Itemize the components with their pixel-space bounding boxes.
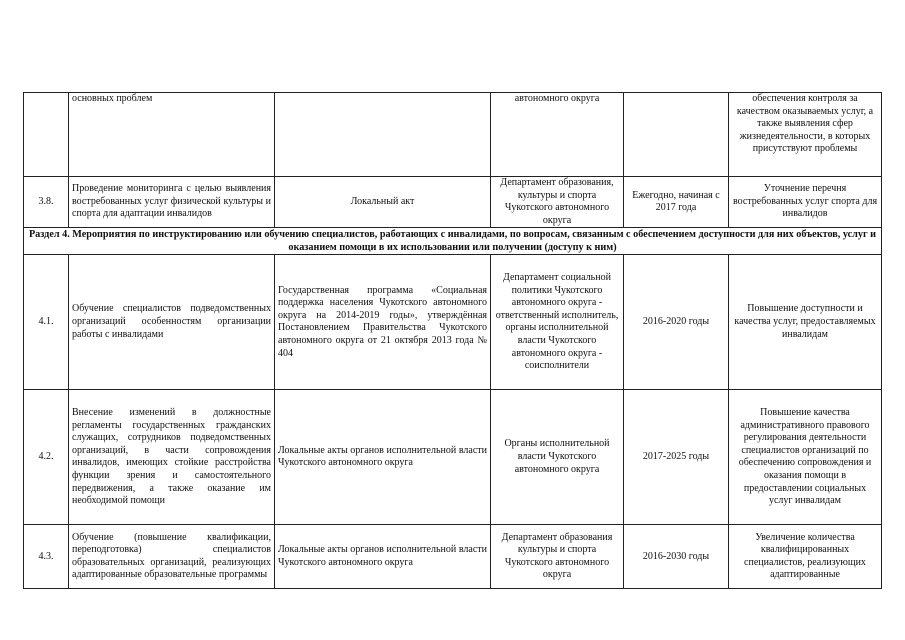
section-header-row — [24, 228, 882, 255]
measure-cell: основных проблем — [69, 93, 275, 177]
document-cell: Локальные акты органов исполнительной власти Чукотского автономного округа — [275, 390, 491, 525]
executor-cell: Департамент образования культуры и спорта Чукотского автономного округа — [491, 525, 624, 589]
document-cell: Государственная программа «Социальная поддержка населения Чукотского автономного округа на 2014-2019 годы», утверждённая Постановлением Правительства Чукотского автономного округа от 21 октября 2013 года № 404 — [275, 255, 491, 390]
executor-cell: автономного округа — [491, 93, 624, 177]
result-cell: Увеличение количества квалифицированных специалистов, реализующих адаптированные — [729, 525, 882, 589]
document-cell — [275, 93, 491, 177]
result-cell: обеспечения контроля за качеством оказываемых услуг, а также выявления сфер жизнедеятельности, в которых присутствуют проблемы — [729, 93, 882, 177]
measure-cell: Проведение мониторинга с целью выявления востребованных услуг физической культуры и спорта для адаптации инвалидов — [69, 177, 275, 228]
measure-cell: Обучение (повышение квалификации, переподготовка) специалистов образовательных организаций, реализующих адаптированные образовательные программы — [69, 525, 275, 589]
table-row — [24, 390, 882, 525]
executor-cell: Департамент образования, культуры и спорта Чукотского автономного округа — [491, 177, 624, 228]
period-cell: 2016-2020 годы — [624, 255, 729, 390]
period-cell: 2017-2025 годы — [624, 390, 729, 525]
row-number-cell: 4.1. — [24, 255, 69, 390]
row-number-cell: 4.2. — [24, 390, 69, 525]
period-cell: Ежегодно, начиная с 2017 года — [624, 177, 729, 228]
row-number-cell — [24, 93, 69, 177]
document-cell: Локальные акты органов исполнительной власти Чукотского автономного округа — [275, 525, 491, 589]
row-number-cell: 4.3. — [24, 525, 69, 589]
period-cell: 2016-2030 годы — [624, 525, 729, 589]
result-cell: Повышение качества административного правового регулирования деятельности специалистов организаций по обеспечению сопровождения и оказания помощи в предоставлении социальных услуг инвалидам — [729, 390, 882, 525]
table-row — [24, 177, 882, 228]
document-cell: Локальный акт — [275, 177, 491, 228]
table-row — [24, 525, 882, 589]
row-number-cell: 3.8. — [24, 177, 69, 228]
executor-cell: Департамент социальной политики Чукотского автономного округа - ответственный исполнитель, органы исполнительной власти Чукотского автономного округа - соисполнители — [491, 255, 624, 390]
measures-table — [23, 92, 882, 589]
table-row — [24, 93, 882, 177]
period-cell — [624, 93, 729, 177]
measure-cell: Обучение специалистов подведомственных организаций особенностям организации работы с инвалидами — [69, 255, 275, 390]
result-cell: Уточнение перечня востребованных услуг спорта для инвалидов — [729, 177, 882, 228]
measure-cell: Внесение изменений в должностные регламенты государственных гражданских служащих, сотрудников подведомственных организаций, в части сопровождения инвалидов, имеющих стойкие расстройства функции зрения и самостоятельного передвижения, а также оказание им необходимой помощи — [69, 390, 275, 525]
result-cell: Повышение доступности и качества услуг, предоставляемых инвалидам — [729, 255, 882, 390]
table-row — [24, 255, 882, 390]
executor-cell: Органы исполнительной власти Чукотского автономного округа — [491, 390, 624, 525]
section-title: Раздел 4. Мероприятия по инструктированию или обучению специалистов, работающих с инвалидами, по вопросам, связанным с обеспечением доступности для них объектов, услуг и оказанием помощи в их использовании или получении (доступу к ним) — [24, 228, 882, 255]
